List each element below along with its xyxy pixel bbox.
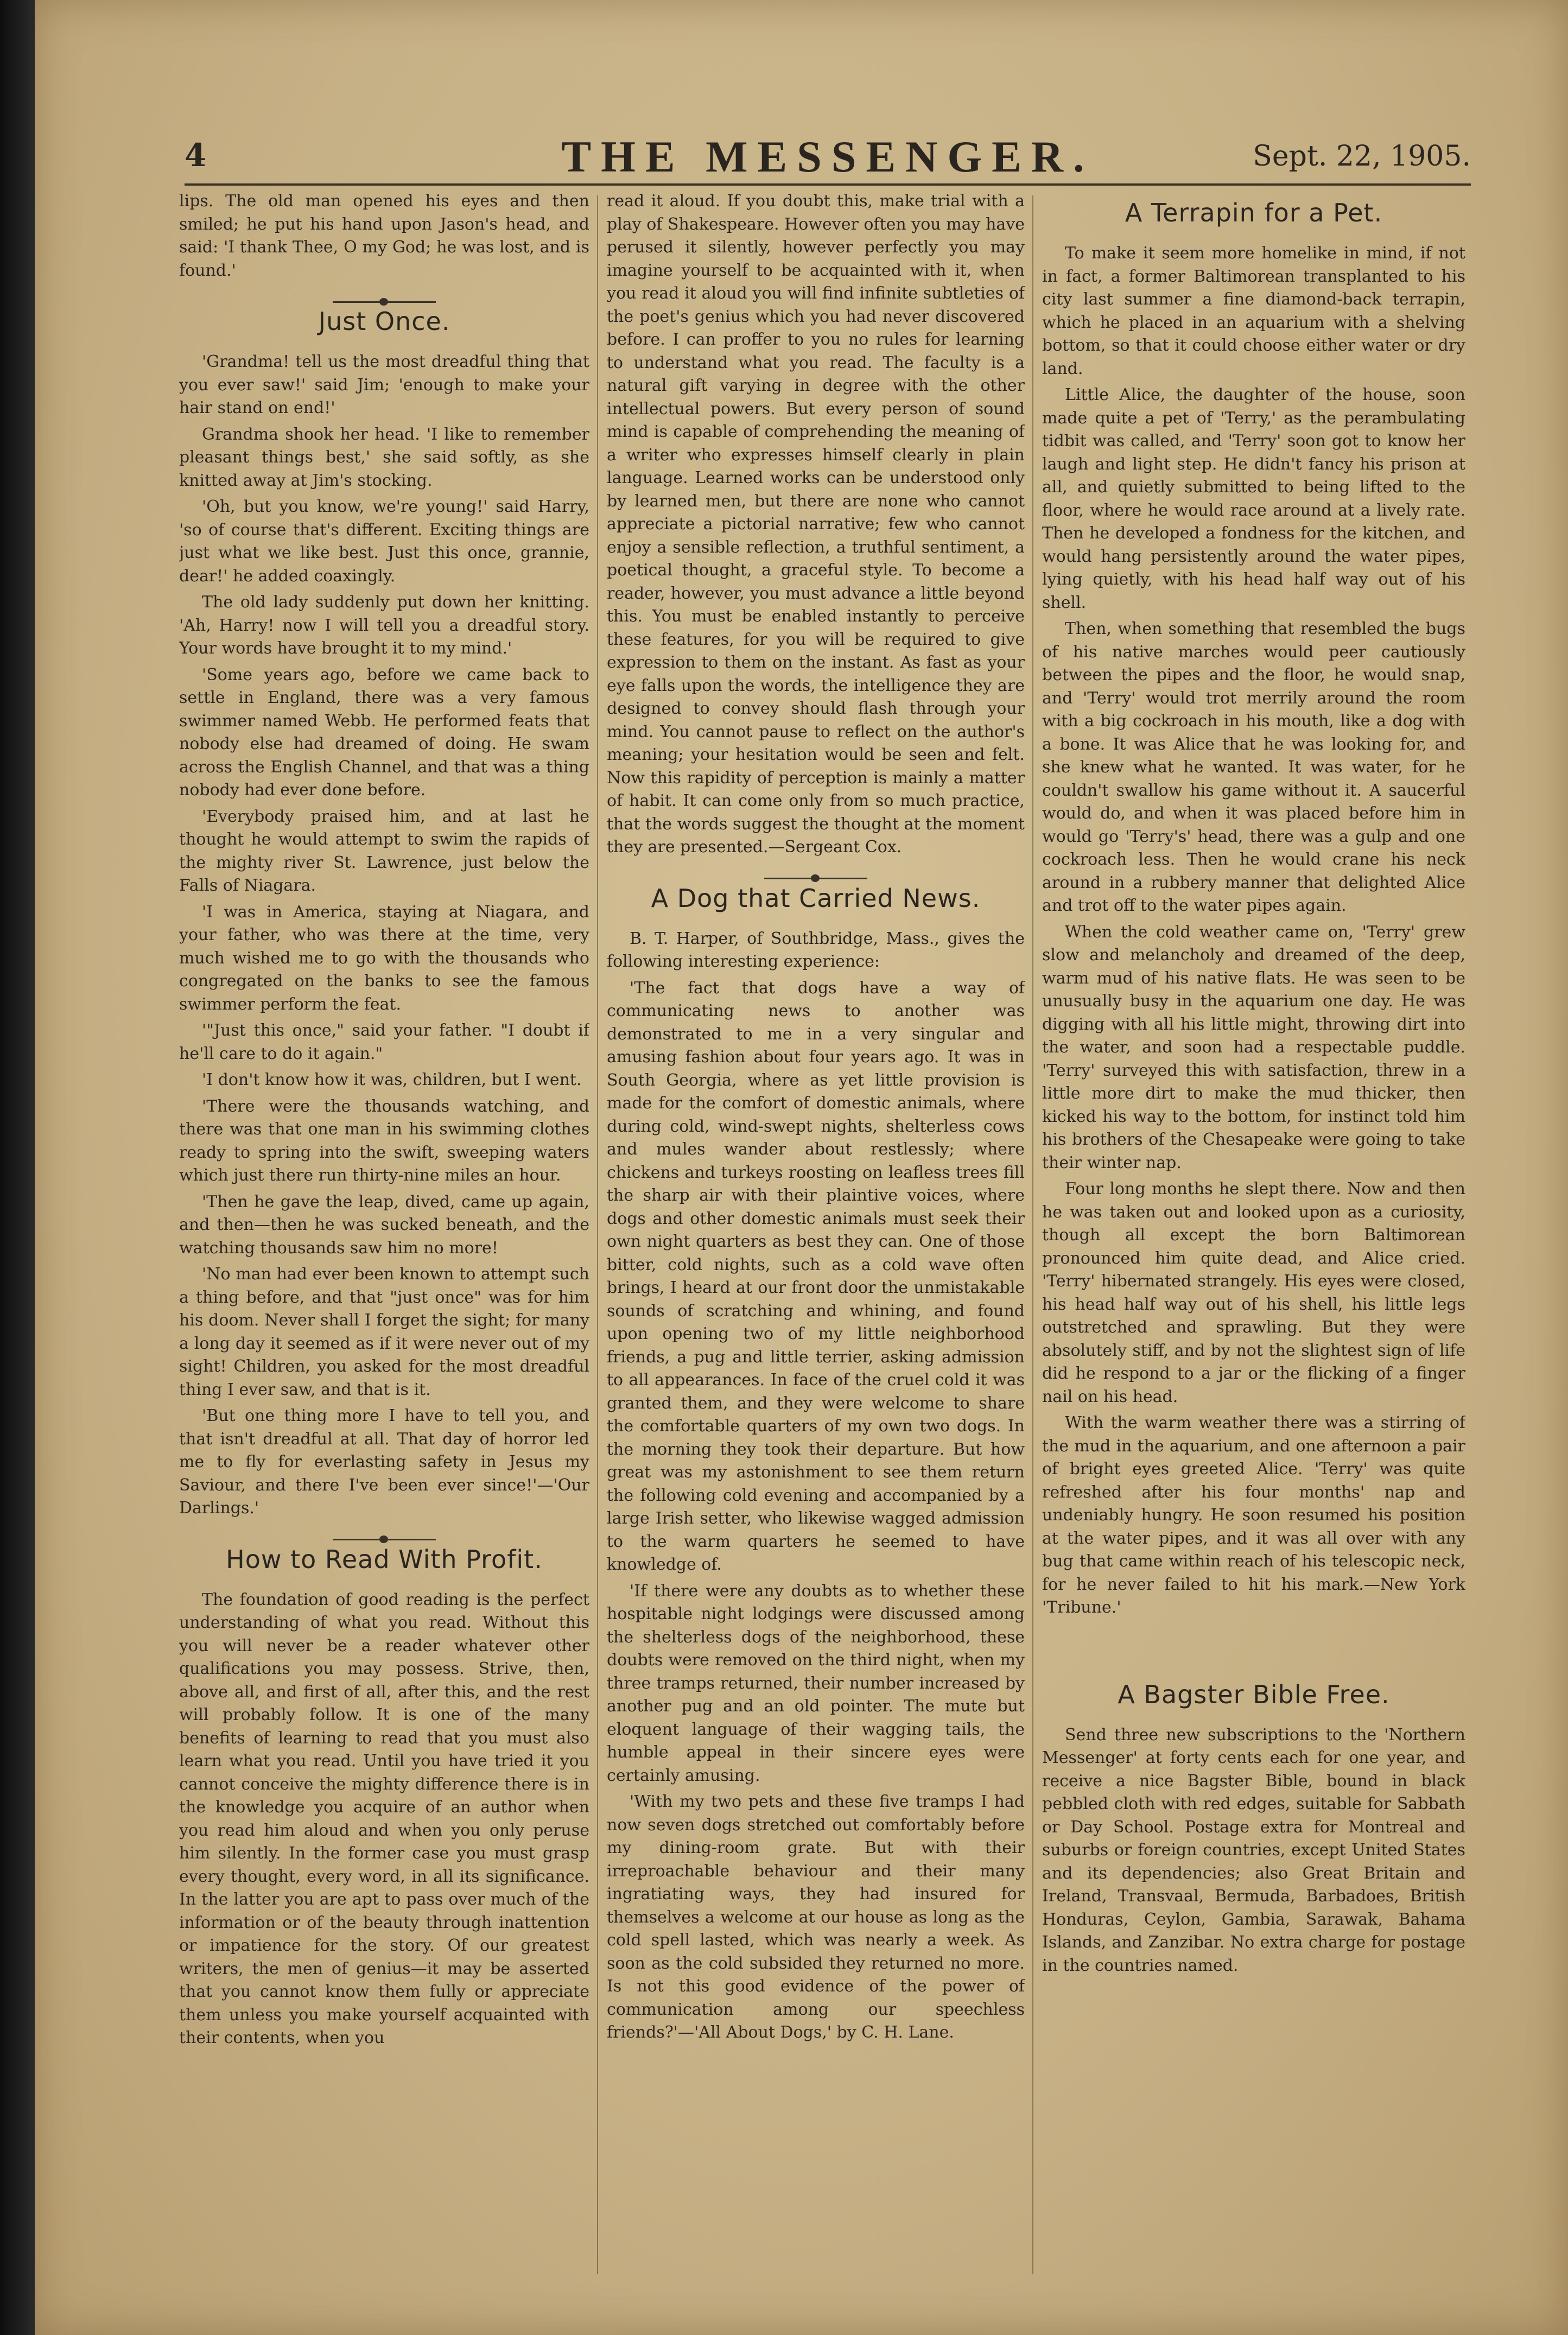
article-paragraph: When the cold weather came on, 'Terry' grew slow and melancholy and dreamed of the deep, warm mud of his native flats. He was seen to be unusually busy in the aquarium one day. He was digging with all his little might, throwing dirt into the water, and soon had a respectable puddle. 'Terry' surveyed this with satisfaction, threw in a little more dirt to make the mud thicker, then kicked his way to the bottom, for instinct told him his brothers of the Chesapeake were going to take their winter nap. [1042, 922, 1465, 1172]
article-title-terrapin: A Terrapin for a Pet. [1125, 198, 1383, 227]
article-paragraph: Four long months he slept there. Now and then he was taken out and looked upon as a curiosity, though all except the born Baltimorean pronounced him quite dead, and Alice cried. 'Terry' hibernated strangely. His eyes were closed, his head half way out of his shell, his little legs outstretched and sprawling. But they were absolutely stiff, and by not the slightest sign of life did he respond to a jar or the flicking of a finger nail on his head. [1042, 1179, 1465, 1406]
issue-date: Sept. 22, 1905. [1253, 140, 1471, 173]
article-paragraph: lips. The old man opened his eyes and then smiled; he put his hand upon Jason's head, and said: 'I thank Thee, O my God; he was lost, and is found.' [179, 192, 589, 280]
article-paragraph: 'There were the thousands watching, and there was that one man in his swimming clothes ready to spring into the swift, sweeping waters which just there run thirty-nine miles an hour. [179, 1096, 589, 1185]
article-paragraph: To make it seem more homelike in mind, if not in fact, a former Baltimorean transplanted to his city last summer a fine diamond-back terrapin, which he placed in an aquarium with a shelving bottom, so that it could choose either water or dry land. [1042, 244, 1465, 378]
article-paragraph: 'Some years ago, before we came back to settle in England, there was a very famous swimmer named Webb. He performed feats that nobody else had dreamed of doing. He swam across the English Channel, and that was a thing nobody had ever done before. [179, 665, 589, 800]
article-paragraph: The foundation of good reading is the perfect understanding of what you read. Without this you will never be a reader whatever other qualifications you may possess. Strive, then, above all, and first of all, after this, and the rest will probably follow. It is one of the many benefits of learning to read that you must also learn what you read. Until you have tried it you cannot conceive the mighty difference there is in the knowledge you acquire of an author when you read him aloud and when you only peruse him silently. In the former case you must grasp every thought, every word, in all its significance. In the latter you are apt to pass over much of the information or of the beauty through inattention or impatience for the story. Of our greatest writers, the men of genius—it may be asserted that you cannot know them fully or appreciate them unless you make yourself acquainted with their contents, when you [179, 1590, 589, 2047]
column-3 [1042, 190, 1465, 2296]
article-paragraph: The old lady suddenly put down her knitting. 'Ah, Harry! now I will tell you a dreadful story. Your words have brought it to my mind.' [179, 593, 589, 658]
article-paragraph: B. T. Harper, of Southbridge, Mass., gives the following interesting experience: [607, 929, 1025, 971]
section-ornament [179, 290, 589, 299]
masthead-title: THE MESSENGER. [561, 132, 1094, 181]
article-paragraph: 'I was in America, staying at Niagara, and your father, who was there at the time, very much wished me to go with the thousands who congregated on the banks to see the famous swimmer perform the feat. [179, 902, 589, 1014]
column-2 [607, 190, 1025, 2296]
column-divider [597, 195, 598, 2274]
section-ornament [607, 867, 1025, 875]
article-paragraph: 'If there were any doubts as to whether these hospitable night lodgings were discussed among the shelterless dogs of the neighborhood, these doubts were removed on the third night, when my three tramps returned, their number increased by another pug and an old pointer. The mute but eloquent language of their wagging tails, the humble appeal in their sincere eyes were certainly amusing. [607, 1581, 1025, 1785]
header-rule [185, 183, 1471, 186]
section-ornament [179, 1528, 589, 1537]
article-paragraph: 'But one thing more I have to tell you, and that isn't dreadful at all. That day of horror led me to fly for everlasting safety in Jesus my Saviour, and there I've been ever since!'—'Our Darlings.' [179, 1406, 589, 1518]
page-number: 4 [185, 137, 207, 174]
article-paragraph: 'Everybody praised him, and at last he thought he would attempt to swim the rapids of the mighty river St. Lawrence, just below the Falls of Niagara. [179, 807, 589, 895]
article-title-dog-news: A Dog that Carried News. [651, 883, 981, 913]
article-paragraph: With the warm weather there was a stirring of the mud in the aquarium, and one afternoon a pair of bright eyes greeted Alice. 'Terry' was quite refreshed after his four months' nap and undeniably hungry. He soon resumed his position at the water pipes, and it was all over with any bug that came within reach of his telescopic neck, for he never failed to hit his mark.—New York 'Tribune.' [1042, 1413, 1465, 1617]
article-title-just-once: Just Once. [318, 307, 450, 336]
article-title-bagster-bible: A Bagster Bible Free. [1118, 1679, 1390, 1709]
column-1 [179, 190, 589, 2296]
article-paragraph: read it aloud. If you doubt this, make trial with a play of Shakespeare. However often you may have perused it silently, however perfectly you may imagine yourself to be acquainted with it, when you read it aloud you will find infinite subtleties of the poet's genius which you had never discovered before. I can proffer to you no rules for learning to understand what you read. The faculty is a natural gift varying in degree with the other intellectual powers. But every person of sound mind is capable of comprehending the meaning of a writer who expresses himself clearly in plain language. Learned works can be understood only by learned men, but there are none who cannot appreciate a pictorial narrative; few who cannot enjoy a sensible reflection, a truthful sentiment, a poetical thought, a graceful style. To become a reader, however, you must advance a little beyond this. You must be enabled instantly to perceive these features, for you will be required to give expression to them on the instant. As fast as your eye falls upon the words, the intelligence they are designed to convey should flash through your mind. You cannot pause to reflect on the author's meaning; your hesitation would be seen and felt. Now this rapidity of perception is mainly a matter of habit. It can come only from so much practice, that the words suggest the thought at the moment they are presented.—Sergeant Cox. [607, 192, 1025, 856]
article-paragraph: Little Alice, the daughter of the house, soon made quite a pet of 'Terry,' as the perambulating tidbit was called, and 'Terry' soon got to know her laugh and light step. He didn't fancy his prison at all, and quietly submitted to being lifted to the floor, where he would race around at a lively rate. Then he developed a fondness for the kitchen, and would hang persistently around the water pipes, lying quietly, with his head half way out of his shell. [1042, 385, 1465, 612]
article-paragraph: 'The fact that dogs have a way of communicating news to another was demonstrated to me in a very singular and amusing fashion about four years ago. It was in South Georgia, where as yet little provision is made for the comfort of domestic animals, where during cold, wind-swept nights, shelterless cows and mules wander about restlessly; where chickens and turkeys roosting on leafless trees fill the sharp air with their plaintive voices, where dogs and other domestic animals must seek their own night quarters as best they can. One of those bitter, cold nights, such as a cold wave often brings, I heard at our front door the unmistakable sounds of scratching and whining, and found upon opening two of my little neighborhood friends, a pug and little terrier, asking admission to all appearances. In face of the cruel cold it was granted them, and they were welcome to share the comfortable quarters of my own two dogs. In the morning they took their departure. But how great was my astonishment to see them return the following cold evening and accompanied by a large Irish setter, who likewise wagged admission to the warm quarters he seemed to have knowledge of. [607, 978, 1025, 1574]
article-paragraph: 'Then he gave the leap, dived, came up again, and then—then he was sucked beneath, and the watching thousands saw him no more! [179, 1192, 589, 1258]
article-paragraph: 'I don't know how it was, children, but I went. [202, 1070, 582, 1089]
article-paragraph: '"Just this once," said your father. "I doubt if he'll care to do it again." [179, 1021, 589, 1063]
article-paragraph: 'Oh, but you know, we're young!' said Harry, 'so of course that's different. Exciting things are just what we like best. Just this once, grannie, dear!' he added coaxingly. [179, 497, 589, 586]
article-paragraph: Send three new subscriptions to the 'Northern Messenger' at forty cents each for one year, and receive a nice Bagster Bible, bound in black pebbled cloth with red edges, suitable for Sabbath or Day School. Postage extra for Montreal and suburbs or foreign countries, except United States and its dependencies; also Great Britain and Ireland, Transvaal, Bermuda, Barbadoes, British Honduras, Ceylon, Gambia, Sarawak, Bahama Islands, and Zanzibar. No extra charge for postage in the countries named. [1042, 1725, 1465, 1975]
article-paragraph: Grandma shook her head. 'I like to remember pleasant things best,' she said softly, as she knitted away at Jim's stocking. [179, 424, 589, 490]
binding-edge [0, 0, 35, 2335]
article-title-read-with-profit: How to Read With Profit. [226, 1544, 543, 1574]
page-header [185, 126, 1471, 186]
article-paragraph: 'With my two pets and these five tramps I had now seven dogs stretched out comfortably before my dining-room grate. But with their irreproachable behaviour and their many ingratiating ways, they had insured for themselves a welcome at our house as long as the cold spell lasted, which was nearly a week. As soon as the cold subsided they returned no more. Is not this good evidence of the power of communication among our speechless friends?'—'All About Dogs,' by C. H. Lane. [607, 1792, 1025, 2042]
article-paragraph: Then, when something that resembled the bugs of his native marches would peer cautiously between the pipes and the floor, he would snap, and 'Terry' would trot merrily around the room with a big cockroach in his mouth, like a dog with a bone. It was Alice that he was looking for, and she knew what he wanted. It was water, for he couldn't swallow his game without it. A saucerful would do, and when it was placed before him in would go 'Terry's' head, there was a gulp and one cockroach less. Then he would crane his neck around in a rubbery manner that delighted Alice and trot off to the water pipes again. [1042, 619, 1465, 915]
article-paragraph: 'Grandma! tell us the most dreadful thing that you ever saw!' said Jim; 'enough to make your hair stand on end!' [179, 352, 589, 417]
article-paragraph: 'No man had ever been known to attempt such a thing before, and that "just once" was for him his doom. Never shall I forget the sight; for many a long day it seemed as if it were never out of my sight! Children, you asked for the most dreadful thing I ever saw, and that is it. [179, 1265, 589, 1399]
column-divider [1032, 195, 1033, 2274]
